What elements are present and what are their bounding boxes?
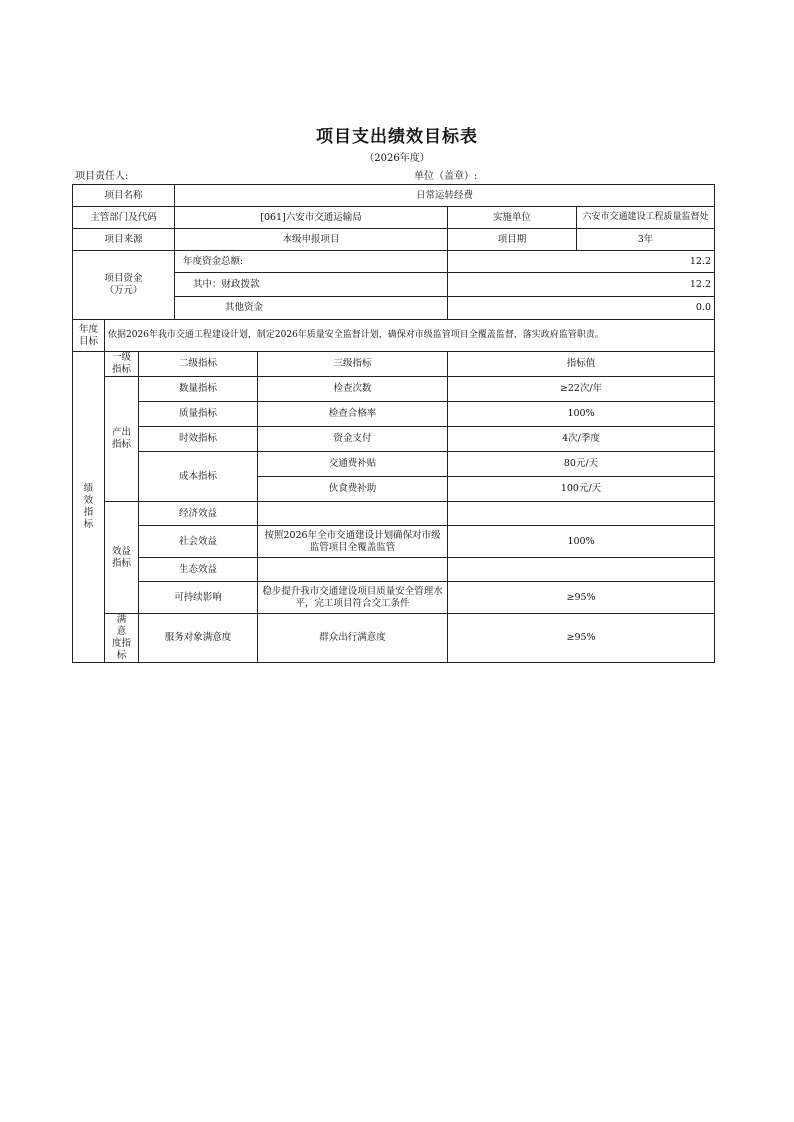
- period-value: 3年: [577, 229, 715, 251]
- project-name-label: 项目名称: [73, 185, 175, 207]
- table-row-l3: 检查次数: [258, 377, 448, 402]
- dept-value: [061]六安市交通运输局: [175, 207, 448, 229]
- table-row-l2: 社会效益: [139, 526, 258, 558]
- table-row-l2: 时效指标: [139, 427, 258, 452]
- source-label: 项目来源: [73, 229, 175, 251]
- funds-fiscal-label: 其中：财政拨款: [175, 273, 448, 297]
- table-row-value: 80元/天: [448, 452, 715, 477]
- table-row-l2: 成本指标: [139, 452, 258, 502]
- table-row-l2: 生态效益: [139, 558, 258, 582]
- period-label: 项目期: [448, 229, 577, 251]
- unit-seal-label: 单位（盖章）:: [414, 171, 478, 182]
- table-row-l3: [258, 558, 448, 582]
- project-name-value: 日常运转经费: [175, 185, 715, 207]
- table-row-l3: 交通费补贴: [258, 452, 448, 477]
- funds-other-value: 0.0: [448, 297, 715, 320]
- page-title: 项目支出绩效目标表: [316, 127, 478, 147]
- fiscal-year: （2026年度）: [364, 153, 430, 164]
- table-row-l3: 群众出行满意度: [258, 614, 448, 663]
- output-indicator-label: 产出 指标: [105, 377, 139, 502]
- annual-goal-text: 依据2026年我市交通工程建设计划，制定2026年质量安全监督计划，确保对市级监管项目全覆盖监督，落实政府监管职责。: [105, 320, 715, 352]
- table-row-l3: [258, 502, 448, 526]
- table-row-value: 100%: [448, 526, 715, 558]
- performance-table: [72, 184, 715, 663]
- funds-other-label: 其他资金: [175, 297, 448, 320]
- responsible-person-label: 项目责任人:: [75, 171, 129, 182]
- table-row-value: ≥95%: [448, 582, 715, 614]
- table-row-l3: 伙食费补助: [258, 477, 448, 502]
- table-row-value: [448, 558, 715, 582]
- table-row-l3: 稳步提升我市交通建设项目质量安全管理水平，完工项目符合交工条件: [258, 582, 448, 614]
- funds-fiscal-value: 12.2: [448, 273, 715, 297]
- table-row-value: ≥22次/年: [448, 377, 715, 402]
- table-row-l3: 资金支付: [258, 427, 448, 452]
- table-row-l2: 质量指标: [139, 402, 258, 427]
- table-row-value: 100元/天: [448, 477, 715, 502]
- table-row-value: 4次/季度: [448, 427, 715, 452]
- impl-unit-label: 实施单位: [448, 207, 577, 229]
- table-row-l3: 按照2026年全市交通建设计划确保对市级监管项目全覆盖监管: [258, 526, 448, 558]
- table-row-l2: 经济效益: [139, 502, 258, 526]
- table-row-value: 100%: [448, 402, 715, 427]
- funds-label: 项目资金 （万元）: [73, 251, 175, 320]
- table-row-l2: 可持续影响: [139, 582, 258, 614]
- funds-total-value: 12.2: [448, 251, 715, 273]
- performance-indicator-label: 绩 效 指 标: [73, 352, 105, 663]
- funds-total-label: 年度资金总额:: [175, 251, 448, 273]
- header-value: 指标值: [448, 352, 715, 377]
- table-row-value: [448, 502, 715, 526]
- table-row-l2: 服务对象满意度: [139, 614, 258, 663]
- header-level1: 一级 指标: [105, 352, 139, 377]
- table-row-l3: 检查合格率: [258, 402, 448, 427]
- satisfaction-indicator-label: 满 意 度指 标: [105, 614, 139, 663]
- impl-unit-value: 六安市交通建设工程质量监督处: [577, 207, 715, 229]
- header-level2: 二级指标: [139, 352, 258, 377]
- header-level3: 三级指标: [258, 352, 448, 377]
- dept-label: 主管部门及代码: [73, 207, 175, 229]
- source-value: 本级申报项目: [175, 229, 448, 251]
- annual-goal-label: 年度 目标: [73, 320, 105, 352]
- table-row-l2: 数量指标: [139, 377, 258, 402]
- table-row-value: ≥95%: [448, 614, 715, 663]
- benefit-indicator-label: 效益 指标: [105, 502, 139, 614]
